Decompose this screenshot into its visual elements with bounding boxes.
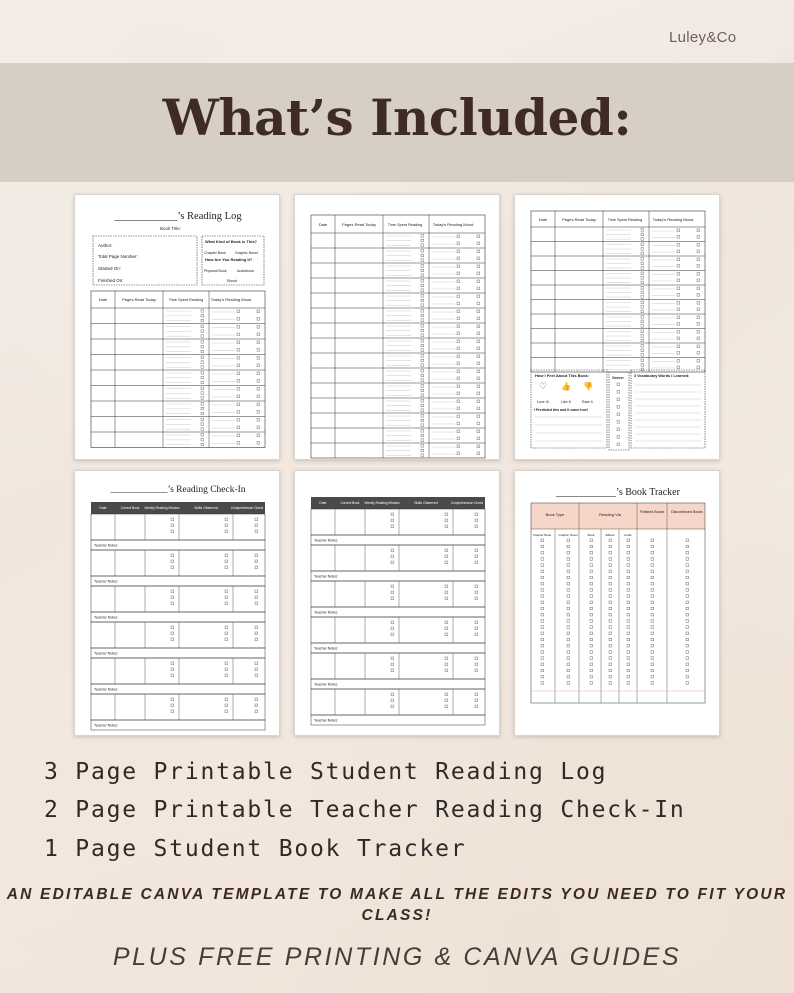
- finished-on-label: Finished On:: [98, 278, 124, 283]
- how-option-ebook: Ebook: [227, 279, 238, 283]
- vocab-title: 3 Vocabulary Words I Learned:: [634, 374, 690, 378]
- feel-like: Like It: [561, 400, 571, 404]
- log-table-frame: [531, 211, 705, 372]
- vocab-box: [631, 370, 705, 448]
- check-in-row: [311, 689, 485, 715]
- reading-how-question: How Are You Reading It?: [205, 257, 253, 262]
- teacher-notes-label: Teacher Notes:: [94, 723, 119, 728]
- teacher-notes-label: Teacher Notes:: [314, 646, 339, 651]
- check-in-row: [311, 617, 485, 643]
- col-pages: Pages Read Today: [342, 222, 376, 227]
- teacher-notes-label: Teacher Notes:: [94, 615, 119, 620]
- book-kind-question: What Kind of Book is This?: [205, 239, 257, 244]
- teacher-notes-label: Teacher Notes:: [94, 687, 119, 692]
- log-table-frame: [311, 215, 485, 458]
- how-option-physical: Physical Book: [204, 269, 227, 273]
- log-table-frame: [91, 291, 265, 448]
- feature-line-3: 1 Page Student Book Tracker: [44, 836, 467, 862]
- teacher-notes-label: Teacher Notes:: [314, 682, 339, 687]
- kind-option-chapter: Chapter Book: [204, 251, 226, 255]
- check-in-page-1-drawing: [75, 471, 280, 736]
- col-finished: Finished Books: [639, 510, 665, 514]
- reading-log-page-2-drawing: [295, 195, 500, 460]
- feel-title: How I Feel About This Book:: [535, 373, 590, 378]
- teacher-notes-label: Teacher Notes:: [314, 610, 339, 615]
- check-in-row: [91, 658, 265, 684]
- col-reading-via: Reading Via: [599, 512, 621, 517]
- check-in-row: [311, 653, 485, 679]
- col-mood: Today’s Reading Mood: [210, 297, 252, 302]
- col-date: Date: [538, 217, 548, 222]
- check-in-row: [91, 694, 265, 720]
- check-in-row: [311, 545, 485, 571]
- genre-title: Genre:: [612, 376, 625, 380]
- col-weekly-minutes: Weekly Reading Minutes: [364, 501, 400, 505]
- col-book-type: Book Type: [545, 512, 565, 517]
- col-date: Date: [318, 222, 328, 227]
- reading-log-page-1-drawing: [75, 195, 280, 460]
- teacher-notes-label: Teacher Notes:: [314, 718, 339, 723]
- sub-ebook: EBook: [605, 533, 615, 537]
- editable-template-note: AN EDITABLE CANVA TEMPLATE TO MAKE ALL THE EDITS YOU NEED TO FIT YOUR CLASS!: [6, 886, 788, 924]
- predicted-label: I Predicted this and it came true!: [534, 408, 589, 412]
- thumbs-down-icon: 👎: [583, 382, 593, 391]
- sub-graphic-novel: Graphic Novel: [558, 533, 578, 537]
- tracker-frame: [531, 503, 705, 703]
- author-label: Author:: [98, 243, 113, 248]
- feature-line-1: 3 Page Printable Student Reading Log: [44, 759, 608, 785]
- book-tracker-drawing: [515, 471, 720, 736]
- feel-rate: Rate It: [582, 400, 593, 404]
- reading-log-page-2-preview: [294, 194, 500, 460]
- book-title-label: Book Title:: [160, 226, 182, 231]
- col-comprehension: Comprehension Check: [450, 501, 484, 505]
- brand-name: Luley&Co: [669, 29, 737, 46]
- col-current-book: Current Book: [340, 501, 360, 505]
- teacher-notes-label: Teacher Notes:: [94, 543, 119, 548]
- free-guides-note: PLUS FREE PRINTING & CANVA GUIDES: [112, 943, 682, 971]
- feel-icons: [539, 381, 593, 391]
- check-in-row: [91, 514, 265, 540]
- check-in-title: ____________’s Reading Check-In: [110, 485, 246, 495]
- col-pages: Pages Read Today: [562, 217, 596, 222]
- sub-audio: Audio: [624, 533, 632, 537]
- col-weekly-minutes: Weekly Reading Minutes: [144, 506, 180, 510]
- check-in-row: [91, 622, 265, 648]
- col-time: Time Spent Reading: [168, 298, 204, 302]
- check-in-page-2-preview: [294, 470, 500, 736]
- book-tracker-preview: [514, 470, 720, 736]
- col-date: Date: [98, 297, 108, 302]
- check-in-row: [311, 581, 485, 607]
- banner-title: What’s Included:: [162, 88, 632, 147]
- col-pages: Pages Read Today: [122, 297, 156, 302]
- teacher-notes-label: Teacher Notes:: [314, 538, 339, 543]
- reading-log-title: ____________’s Reading Log: [114, 211, 242, 222]
- col-date: Date: [99, 506, 107, 510]
- tracker-title: ____________’s Book Tracker: [556, 487, 680, 498]
- teacher-notes-label: Teacher Notes:: [94, 651, 119, 656]
- reading-log-page-3-drawing: [515, 195, 720, 460]
- col-discontinued: Discontinued Books: [671, 510, 703, 514]
- check-in-row: [91, 550, 265, 576]
- total-pages-label: Total Page Number:: [98, 254, 138, 259]
- teacher-notes-label: Teacher Notes:: [94, 579, 119, 584]
- started-on-label: Started On:: [98, 266, 122, 271]
- check-in-row: [311, 509, 485, 535]
- col-current-book: Current Book: [120, 506, 140, 510]
- feature-line-2: 2 Page Printable Teacher Reading Check-In: [44, 797, 686, 823]
- reading-log-page-3-preview: [514, 194, 720, 460]
- col-comprehension: Comprehension Check: [230, 506, 264, 510]
- teacher-notes-label: Teacher Notes:: [314, 574, 339, 579]
- genre-box: [609, 372, 629, 450]
- check-in-row: [91, 586, 265, 612]
- reading-log-page-1-preview: [74, 194, 280, 460]
- check-in-page-1-preview: [74, 470, 280, 736]
- col-skills: Skills Observed: [194, 506, 218, 510]
- col-mood: Today’s Reading Mood: [432, 222, 474, 227]
- thumbs-up-icon: 👍: [561, 382, 571, 391]
- how-option-audiobook: Audiobook: [237, 269, 254, 273]
- col-mood: Today’s Reading Mood: [652, 217, 694, 222]
- col-time: Time Spent Reading: [607, 218, 643, 222]
- col-date: Date: [319, 501, 327, 505]
- sub-chapter-book: Chapter Book: [532, 533, 552, 537]
- sub-book: Book: [587, 533, 595, 537]
- col-time: Time Spent Reading: [387, 223, 423, 227]
- check-in-page-2-drawing: [295, 471, 500, 736]
- col-skills: Skills Observed: [414, 501, 438, 505]
- feel-love: Love It!: [537, 400, 549, 404]
- heart-icon: ♡: [539, 381, 548, 391]
- kind-option-graphic: Graphic Novel: [235, 251, 258, 255]
